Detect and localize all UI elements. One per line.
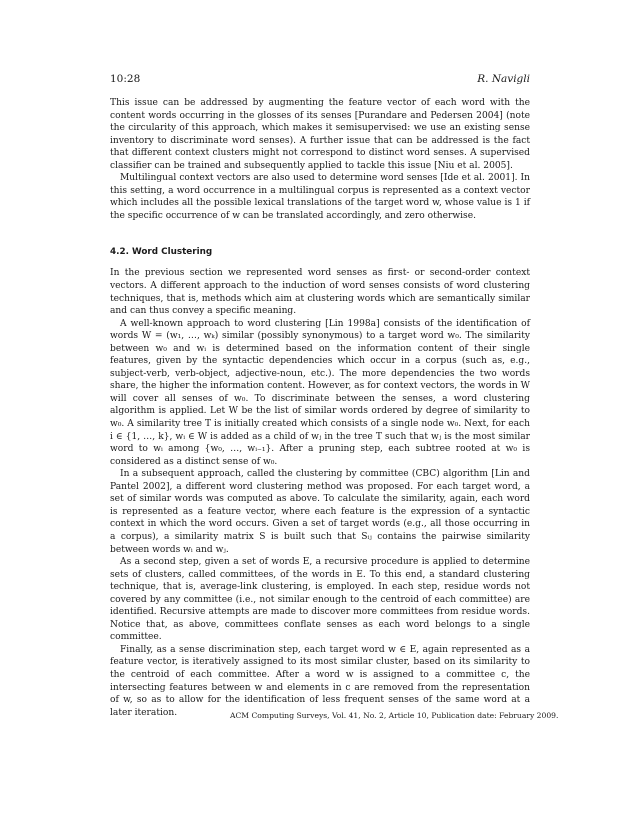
body-text bbox=[110, 97, 559, 720]
paragraph: Finally, as a sense discrimination step, each target word w ∈ E, again represented as a feature vector, is iteratively assigned to its most similar cluster, based on its similarity to the centroid of each committee. After a word w is assigned to a committee c, the intersecting features between w and elements in c are removed from the representation of w, so as to allow for the identification of less frequent senses of the same word at a later iteration. bbox=[110, 644, 530, 718]
author-name: R. Navigli bbox=[477, 73, 530, 85]
paragraph: In the previous section we represented word senses as first- or second-order context vectors. A different approach to the induction of word senses consists of word clustering techniques, that is, methods which aim at clustering words which are semantically similar and can thus convey a specific meaning. bbox=[110, 268, 530, 317]
paragraph: This issue can be addressed by augmenting the feature vector of each word with the content words occurring in the glosses of its senses [Purandare and Pedersen 2004] (note the circularity of this approach, which makes it semisupervised: we use an existing sense inventory to discriminate word senses). A further issue that can be addressed is the fact that different context clusters might not correspond to distinct word senses. A supervised classifier can be trained and subsequently applied to tackle this issue [Niu et al. 2005]. bbox=[110, 98, 530, 171]
paragraph: In a subsequent approach, called the clustering by committee (CBC) algorithm [Lin and Pantel 2002], a different word clustering method was proposed. For each target word, a set of similar words was computed as above. To calculate the similarity, again, each word is represented as a feature vector, where each feature is the expression of a syntactic context in which the word occurs. Given a set of target words (e.g., all those occurring in a corpus), a similarity matrix S is built such that Sᵢⱼ contains the pairwise similarity between words wᵢ and wⱼ. bbox=[110, 469, 530, 555]
paragraph: As a second step, given a set of words E, a recursive procedure is applied to determine sets of clusters, called committees, of the words in E. To this end, a standard clustering technique, that is, average-link clustering, is employed. In each step, residue words not covered by any committee (i.e., not similar enough to the centroid of each committee) are identified. Recursive attempts are made to discover more committees from residue words. Notice that, as above, committees conflate senses as each word belongs to a single committee. bbox=[110, 557, 530, 643]
running-header bbox=[110, 72, 530, 86]
journal-footer: ACM Computing Surveys, Vol. 41, No. 2, Article 10, Publication date: February 2009. bbox=[230, 711, 559, 720]
paragraph: A well-known approach to word clustering [Lin 1998a] consists of the identification of words W = (w₁, …, wₖ) similar (possibly synonymous) to a target word w₀. The similarity between w₀ and wᵢ is determined based on the information content of their single features, given by the syntactic dependencies which occur in a corpus (such as, e.g., subject-verb, verb-object, adjective-noun, etc.). The more dependencies the two words share, the higher the information content. However, as for context vectors, the words in W will cover all senses of w₀. To discriminate between the senses, a word clustering algorithm is applied. Let W be the list of similar words ordered by degree of similarity to w₀. A similarity tree T is initially created which consists of a single node w₀. Next, for each i ∈ {1, …, k}, wᵢ ∈ W is added as a child of wⱼ in the tree T such that wⱼ is the most similar word to wᵢ among {w₀, …, wᵢ₋₁}. After a pruning step, each subtree rooted at w₀ is considered as a distinct sense of w₀. bbox=[110, 318, 530, 467]
page-number: 10:28 bbox=[110, 73, 141, 85]
section-heading: 4.2. Word Clustering bbox=[110, 247, 213, 258]
paragraph: Multilingual context vectors are also used to determine word senses [Ide et al. 2001]. In this setting, a word occurrence in a multilingual corpus is represented as a context vector which includes all the possible lexical translations of the target word w, whose value is 1 if the specific occurrence of w can be translated accordingly, and zero otherwise. bbox=[110, 173, 530, 221]
